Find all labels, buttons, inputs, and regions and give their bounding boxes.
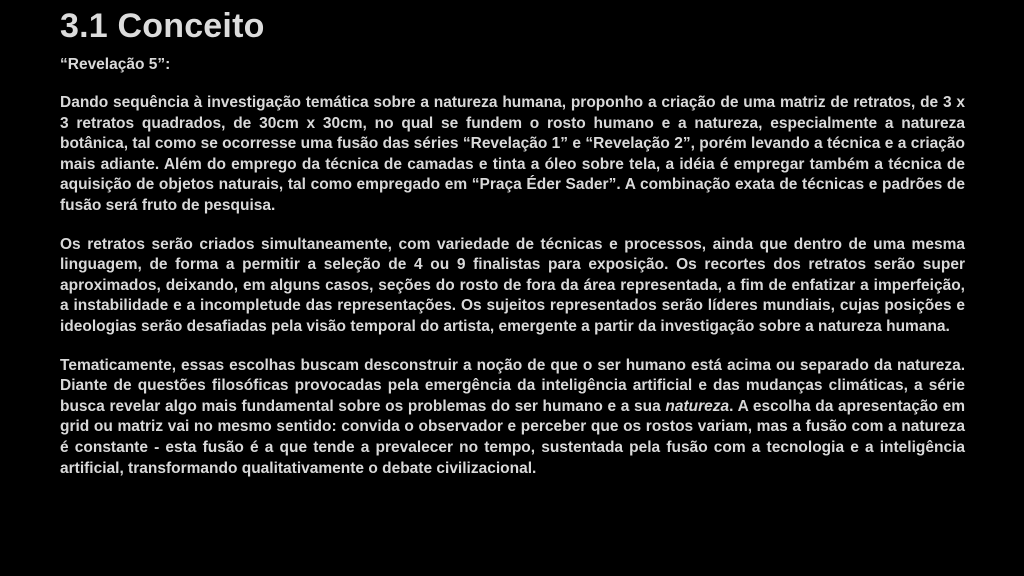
paragraph-3	[60, 356, 965, 480]
paragraph-3-italic-word: natureza	[665, 397, 730, 415]
paragraph-3-text-start: Tematicamente, essas escolhas buscam desconstruir a noção de que o ser humano está acima ou separado da natureza. Diante de questões filosóficas provocadas pela emergência da inteligência artificial e das mudanças climáticas, a série busca revelar algo mais fundamental sobre os problemas do ser humano e a sua	[60, 356, 965, 415]
paragraph-3-text-end: . A escolha da apresentação em grid ou matriz vai no mesmo sentido: convida o observador e perceber que os rostos variam, mas a fusão com a natureza é constante - esta fusão é a que tende a prevalecer no tempo, sustentada pela fusão com a tecnologia e a inteligência artificial, transformando qualitativamente o debate civilizacional.	[60, 397, 966, 477]
slide-content	[60, 6, 965, 479]
paragraph-1: Dando sequência à investigação temática sobre a natureza humana, proponho a criação de uma matriz de retratos, de 3 x 3 retratos quadrados, de 30cm x 30cm, no qual se fundem o rosto humano e a natureza, especialmente a natureza botânica, tal como se ocorresse uma fusão das séries “Revelação 1” e “Revelação 2”, porém levando a técnica e a criação mais adiante. Além do emprego da técnica de camadas e tinta a óleo sobre tela, a idéia é empregar também a técnica de aquisição de objetos naturais, tal como empregado em “Praça Éder Sader”. A combinação exata de técnicas e padrões de fusão será fruto de pesquisa.	[60, 94, 965, 214]
paragraph-2: Os retratos serão criados simultaneamente, com variedade de técnicas e processos, ainda que dentro de uma mesma linguagem, de forma a permitir a seleção de 4 ou 9 finalistas para exposição. Os recortes dos retratos serão super aproximados, deixando, em alguns casos, seções do rosto de fora da área representada, a fim de enfatizar a imperfeição, a instabilidade e a incompletude das representações. Os sujeitos representados serão líderes mundiais, cujas posições e ideologias serão desafiadas pela visão temporal do artista, emergente a partir da investigação sobre a natureza humana.	[60, 235, 965, 335]
section-subtitle: “Revelação 5”:	[60, 56, 171, 73]
slide-title: 3.1 Conceito	[60, 7, 265, 45]
